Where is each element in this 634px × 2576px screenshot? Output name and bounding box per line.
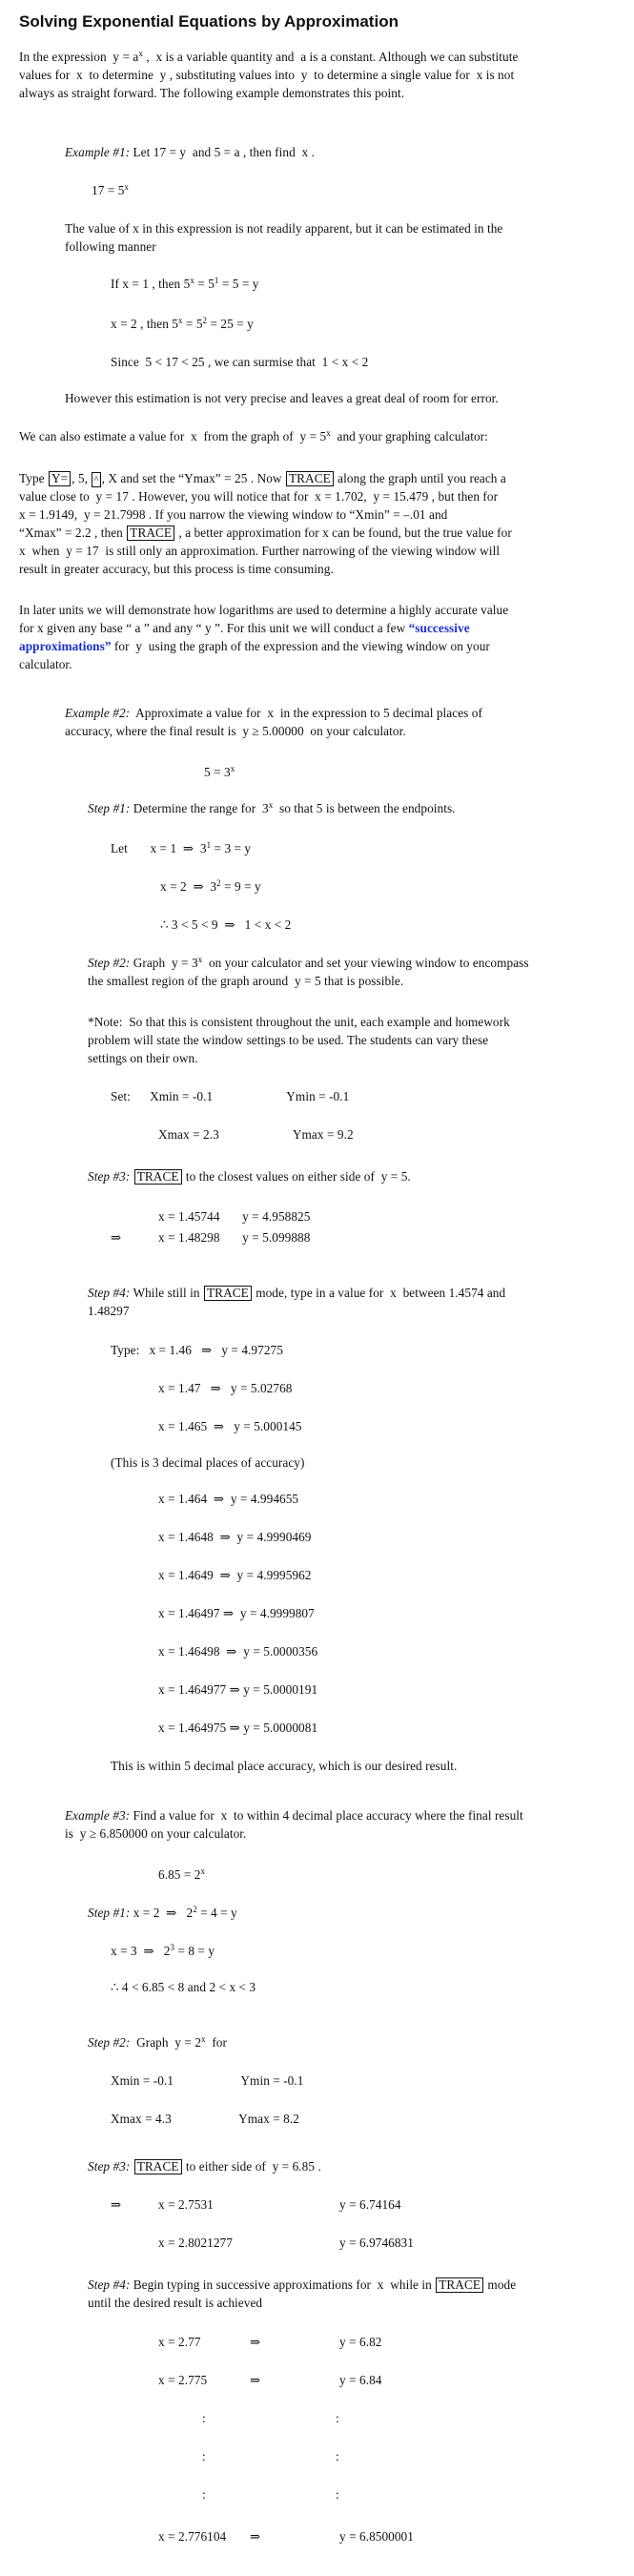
text-line: : [202, 2487, 206, 2502]
text-line: ∴ 4 < 6.85 < 8 and 2 < x < 3 [111, 1980, 256, 1994]
text-line: Step #2: Graph $y = 3^x$ on your calculator and set your viewing window to encompass [88, 955, 529, 970]
text-line: (This is 3 decimal places of accuracy) [111, 1455, 305, 1470]
text-line: Step #2: Graph $y = 2^x$ for [88, 2034, 227, 2050]
text-line: x = 3 ⇒ $2^3 = 8 = y$ [111, 1943, 215, 1958]
text-line: x = 1.46497 ⇒ y = 4.9999807 [158, 1606, 315, 1620]
page-title: Solving Exponential Equations by Approximation [19, 12, 399, 31]
text-line: : [336, 2487, 339, 2502]
calculator-key: ^ [93, 474, 99, 485]
text-line: ∴ 3 < 5 < 9 ⇒ 1 < x < 2 [160, 917, 292, 932]
text-line: y = 6.82 [339, 2335, 382, 2349]
text-line: calculator. [19, 657, 72, 671]
text-line: Xmin = -0.1 Ymin = -0.1 [111, 2073, 304, 2088]
text-line: In later units we will demonstrate how logarithms are used to determine a highly accurate value [19, 603, 509, 617]
text-line: x when y = 17 is still only an approximation. Further narrowing of the viewing window will [19, 544, 501, 558]
text-line: x = 1.48298 y = 5.099888 [158, 1230, 311, 1245]
text-line: In the expression $y = a^x$ , x is a variable quantity and a is a constant. Although we can substitute [19, 49, 519, 64]
text-line: : [336, 2411, 339, 2425]
text-line: Step #1: Determine the range for 3$^x$ so that 5 is between the endpoints. [88, 800, 456, 815]
text-line: Step #3: TRACE to either side of y = 6.85 . [88, 2159, 321, 2174]
text-line: ⇒ [250, 2529, 261, 2544]
text-line: Let x = 1 ⇒ $3^1 = 3 = y$ [111, 840, 252, 855]
text-line: for x given any base “ a ” and any “ y ”. For this unit we will conduct a few “successive [19, 621, 470, 635]
text-line: x = 1.4648 ⇒ y = 4.9990469 [158, 1530, 312, 1544]
text-line: $5 = 3^x$ [204, 764, 235, 779]
text-line: x = 1.4649 ⇒ y = 4.9995962 [158, 1568, 312, 1582]
text-line: The value of x in this expression is not readily apparent, but it can be estimated in the [65, 221, 503, 236]
text-line: Since 5 < 17 < 25 , we can surmise that 1 < x < 2 [111, 355, 369, 369]
text-line: Xmax = 4.3 Ymax = 8.2 [111, 2112, 299, 2126]
text-line: value close to y = 17 . However, you will notice that for x = 1.702, y = 15.479 , but then for [19, 489, 499, 504]
text-line: y = 6.74164 [339, 2197, 401, 2212]
calculator-key: TRACE [134, 1169, 182, 1185]
calculator-key: TRACE [134, 2159, 182, 2174]
calculator-key: TRACE [204, 1286, 252, 1301]
text-line: result in greater accuracy, but this process is time consuming. [19, 562, 334, 576]
text-line: y = 6.9746831 [339, 2236, 414, 2250]
text-line: $6.85 = 2^x$ [158, 1866, 206, 1882]
text-line: problem will state the window settings to be used. The students can vary these [88, 1033, 489, 1047]
text-line: x = 1.9149, y = 21.7998 . If you narrow the viewing window to “Xmin” = –.01 and [19, 507, 448, 522]
text-line: Type Y= , 5, ^ , X and set the “Ymax” = 25 . Now TRACE along the graph until you reach a [19, 471, 506, 485]
text-line: Step #4: Begin typing in successive approximations for x while in TRACE mode [88, 2277, 517, 2292]
text-line: Example #1: Let 17 = y and 5 = a , then find x . [65, 145, 315, 159]
text-line: x = 2.8021277 [158, 2236, 233, 2250]
text-line: Type: x = 1.46 ⇒ y = 4.97275 [111, 1343, 283, 1357]
text-line: However this estimation is not very precise and leaves a great deal of room for error. [65, 391, 499, 405]
text-line: y = 6.8500001 [339, 2529, 414, 2544]
text-line: is y ≥ 6.850000 on your calculator. [65, 1826, 247, 1841]
text-line: x = 1.464975 ⇒ y = 5.0000081 [158, 1721, 318, 1735]
text-line: always as straight forward. The following example demonstrates this point. [19, 86, 405, 100]
text-line: This is within 5 decimal place accuracy, which is our desired result. [111, 1759, 458, 1773]
text-line: Step #3: TRACE to the closest values on either side of y = 5. [88, 1169, 411, 1184]
text-line: x = 1.47 ⇒ y = 5.02768 [158, 1381, 293, 1395]
text-line: x = 2 ⇒ $3^2 = 9 = y$ [160, 878, 261, 894]
calculator-key: TRACE [127, 526, 174, 541]
text-line: x = 1.464977 ⇒ y = 5.0000191 [158, 1682, 318, 1697]
text-line: x = 1.46498 ⇒ y = 5.0000356 [158, 1644, 318, 1659]
text-line: x = 2 , then $5^x = 5^2 = 25 = y$ [111, 316, 254, 331]
text-line: accuracy, where the final result is y ≥ 5.00000 on your calculator. [65, 724, 406, 738]
text-line: If x = 1 , then $5^x = 5^1 = 5 = y$ [111, 276, 259, 291]
text-line: x = 1.464 ⇒ y = 4.994655 [158, 1492, 299, 1506]
text-line: x = 1.45744 y = 4.958825 [158, 1209, 311, 1224]
text-line: ⇒ [111, 2197, 122, 2212]
text-line: until the desired result is achieved [88, 2296, 263, 2310]
text-line: Set: Xmin = -0.1 Ymin = -0.1 [111, 1089, 350, 1103]
text-line: x = 1.465 ⇒ y = 5.000145 [158, 1419, 302, 1433]
text-line: values for x to determine y , substituting values into y to determine a single value for x is not [19, 68, 515, 82]
text-line: y = 6.84 [339, 2373, 382, 2387]
text-line: Example #3: Find a value for x to within 4 decimal place accuracy where the final result [65, 1808, 523, 1823]
text-line: x = 2.7531 [158, 2197, 214, 2212]
text-line: Example #2: Approximate a value for x in the expression to 5 decimal places of [65, 706, 482, 720]
text-line: : [202, 2449, 206, 2463]
text-line: Xmax = 2.3 Ymax = 9.2 [158, 1127, 354, 1142]
text-line: the smallest region of the graph around y = 5 that is possible. [88, 974, 404, 988]
text-line: We can also estimate a value for x from the graph of $y = 5^x$ and your graphing calculator: [19, 428, 488, 443]
calculator-key: TRACE [286, 471, 334, 486]
text-line: $17 = 5^x$ [92, 182, 129, 197]
calculator-key: Y= [49, 471, 71, 486]
text-line: : [202, 2411, 206, 2425]
text-line: settings on their own. [88, 1051, 198, 1065]
text-line: 1.48297 [88, 1304, 130, 1318]
text-line: x = 2.775 [158, 2373, 208, 2387]
text-line: *Note: So that this is consistent throughout the unit, each example and homework [88, 1015, 510, 1029]
text-line: ⇒ [250, 2373, 261, 2387]
text-line: following manner [65, 239, 156, 254]
text-line: approximations” for y using the graph of the expression and the viewing window on your [19, 639, 490, 653]
text-line: Step #4: While still in TRACE mode, type in a value for x between 1.4574 and [88, 1286, 506, 1300]
text-line: ⇒ [250, 2335, 261, 2349]
text-line: : [336, 2449, 339, 2463]
text-line: Step #1: x = 2 ⇒ $2^2 = 4 = y$ [88, 1905, 237, 1920]
text-line: x = 2.77 [158, 2335, 201, 2349]
calculator-key: TRACE [436, 2277, 483, 2293]
text-line: ⇒ [111, 1230, 122, 1245]
text-line: x = 2.776104 [158, 2529, 227, 2544]
text-line: “Xmax” = 2.2 , then TRACE , a better approximation for x can be found, but the true value for [19, 526, 512, 540]
